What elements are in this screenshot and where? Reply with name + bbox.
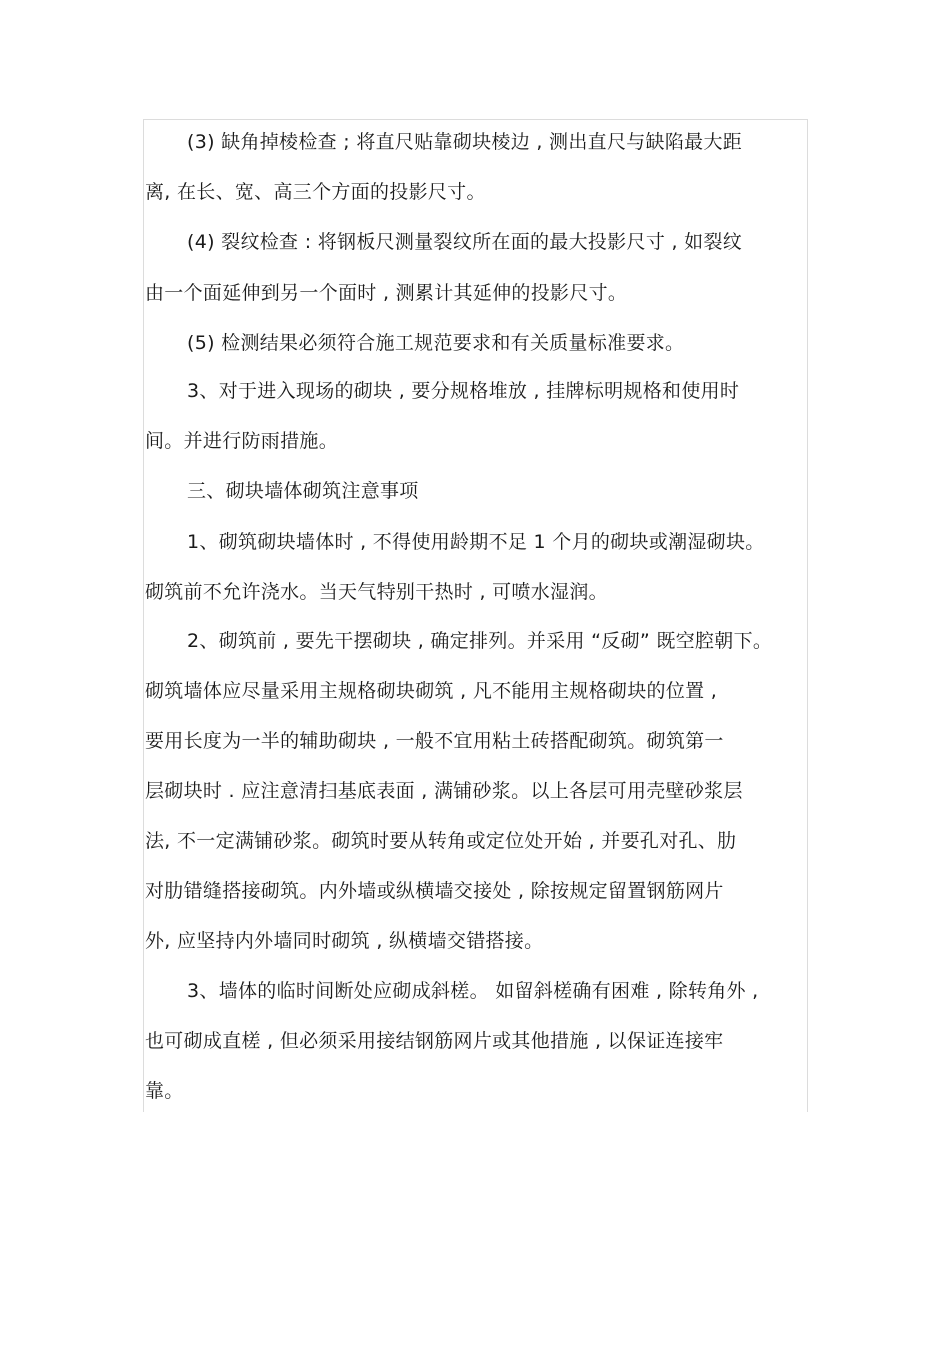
text-line-16: 对肋错缝搭接砌筑。内外墙或纵横墙交接处 , 除按规定留置钢筋网片 — [145, 880, 724, 902]
page-frame-right-border — [807, 119, 808, 1112]
text-line-5: (5) 检测结果必须符合施工规范要求和有关质量标准要求。 — [187, 332, 685, 354]
text-line-10: 砌筑前不允许浇水。当天气特别干热时 , 可喷水湿润。 — [145, 581, 608, 603]
text-line-18: 3、墙体的临时间断处应砌成斜槎。 如留斜槎确有困难 , 除转角外 , — [187, 980, 759, 1002]
text-line-19: 也可砌成直槎 , 但必须采用接结钢筋网片或其他措施 , 以保证连接牢 — [145, 1030, 724, 1052]
text-line-2: 离, 在长、宽、高三个方面的投影尺寸。 — [145, 181, 486, 203]
text-line-12: 砌筑墙体应尽量采用主规格砌块砌筑 , 凡不能用主规格砌块的位置 , — [145, 680, 718, 702]
text-line-6: 3、对于进入现场的砌块 , 要分规格堆放 , 挂牌标明规格和使用时 — [187, 380, 740, 402]
text-line-7: 间。并进行防雨措施。 — [145, 430, 339, 452]
page-frame-top-border — [143, 119, 808, 120]
text-line-14: 层砌块时 . 应注意清扫基底表面 , 满铺砂浆。以上各层可用壳壁砂浆层 — [145, 780, 743, 802]
text-line-20: 靠。 — [145, 1080, 184, 1102]
section-heading: 三、砌块墙体砌筑注意事项 — [187, 480, 419, 502]
text-line-17: 外, 应坚持内外墙同时砌筑 , 纵横墙交错搭接。 — [145, 930, 544, 952]
text-line-11: 2、砌筑前 , 要先干摆砌块 , 确定排列。并采用 “反砌” 既空腔朝下。 — [187, 630, 773, 652]
text-line-15: 法, 不一定满铺砂浆。砌筑时要从转角或定位处开始 , 并要孔对孔、肋 — [145, 830, 737, 852]
text-line-3: (4) 裂纹检查 : 将钢板尺测量裂纹所在面的最大投影尺寸 , 如裂纹 — [187, 231, 743, 253]
text-line-1: (3) 缺角掉棱检查 ; 将直尺贴靠砌块棱边 , 测出直尺与缺陷最大距 — [187, 131, 743, 153]
text-line-4: 由一个面延伸到另一个面时 , 测累计其延伸的投影尺寸。 — [145, 282, 628, 304]
text-line-9: 1、砌筑砌块墙体时 , 不得使用龄期不足 1 个月的砌块或潮湿砌块。 — [187, 531, 765, 553]
page-frame-left-border — [143, 119, 144, 1112]
text-line-13: 要用长度为一半的辅助砌块 , 一般不宜用粘土砖搭配砌筑。砌筑第一 — [145, 730, 724, 752]
